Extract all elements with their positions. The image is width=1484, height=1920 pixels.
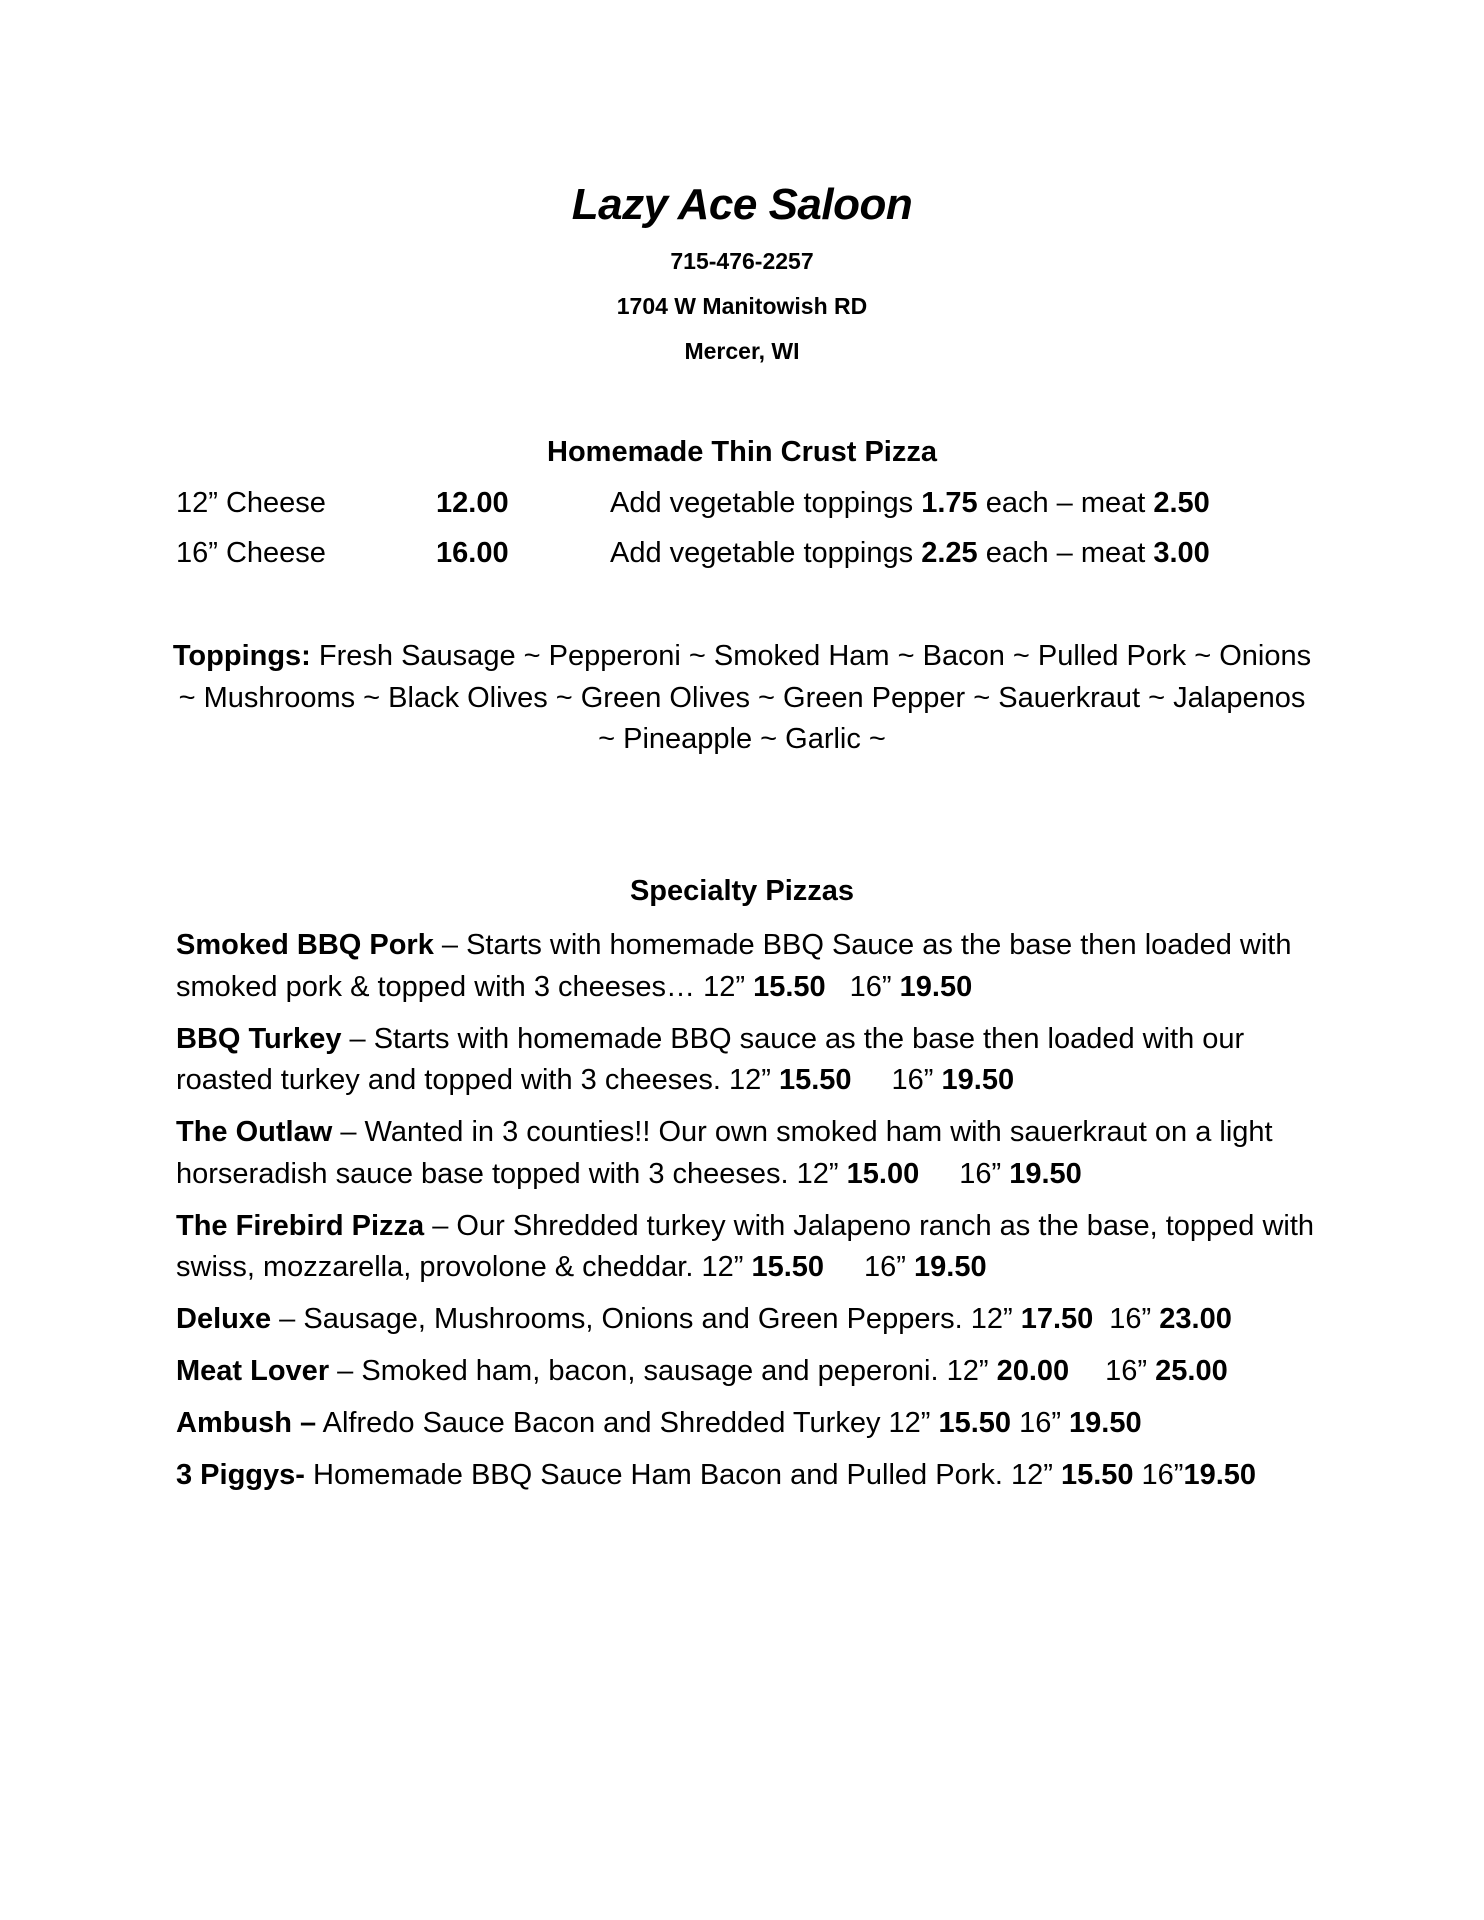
- size-16-label: 16”: [1019, 1407, 1070, 1439]
- pizza-name: Ambush –: [176, 1407, 317, 1439]
- pizza-description: Homemade BBQ Sauce Ham Bacon and Pulled Pork. 12”: [304, 1459, 1061, 1491]
- base-price: 16.00: [436, 537, 509, 569]
- specialty-heading: Specialty Pizzas: [629, 875, 855, 907]
- topping-prices: [610, 533, 1210, 573]
- price-12: 15.00: [846, 1157, 920, 1190]
- pizza-name: Smoked BBQ Pork: [176, 929, 434, 961]
- thin-crust-heading: Homemade Thin Crust Pizza: [547, 436, 937, 468]
- meat-label: each – meat: [977, 487, 1154, 519]
- size-16-label: 16”: [864, 1251, 915, 1283]
- specialty-item: [176, 1455, 1326, 1497]
- price-row-12: [176, 483, 1316, 523]
- pizza-description: – Wanted in 3 counties!! Our own smoked ham with sauerkraut on a light horseradish sauce base topped with 3 cheeses. 12”: [176, 1116, 1273, 1190]
- veg-price: 1.75: [921, 487, 978, 519]
- pizza-name: BBQ Turkey: [176, 1022, 342, 1055]
- meat-price: 3.00: [1153, 537, 1210, 569]
- price-16: 23.00: [1159, 1303, 1232, 1335]
- specialty-item: [176, 1403, 1326, 1445]
- price-16: 19.50: [1183, 1459, 1257, 1491]
- price-16: 19.50: [941, 1064, 1015, 1096]
- specialty-item: [176, 1351, 1326, 1393]
- price-12: 15.50: [751, 1251, 825, 1283]
- specialty-item: [176, 925, 1326, 1008]
- size-16-label: 16”: [1141, 1459, 1184, 1491]
- phone-number: 715-476-2257: [670, 248, 814, 274]
- price-12: 15.50: [753, 970, 826, 1003]
- price-16: 25.00: [1155, 1355, 1228, 1387]
- restaurant-title: Lazy Ace Saloon: [571, 180, 913, 229]
- street-address: 1704 W Manitowish RD: [616, 293, 868, 319]
- specialty-item: [176, 1019, 1326, 1102]
- veg-label: Add vegetable toppings: [610, 537, 922, 569]
- price-16: 19.50: [1009, 1157, 1082, 1190]
- veg-label: Add vegetable toppings: [610, 487, 922, 519]
- price-16: 19.50: [899, 970, 973, 1003]
- meat-label: each – meat: [977, 537, 1154, 569]
- price-row-16: [176, 533, 1316, 573]
- topping-prices: [610, 483, 1210, 523]
- specialty-item: [176, 1299, 1326, 1341]
- price-16: 19.50: [914, 1251, 987, 1283]
- price-16: 19.50: [1069, 1407, 1142, 1439]
- base-price: 12.00: [436, 487, 509, 519]
- veg-price: 2.25: [921, 537, 978, 569]
- specialty-item: [176, 1206, 1326, 1289]
- pizza-description: – Our Shredded turkey with Jalapeno ranch as the base, topped with swiss, mozzarella, provolone & cheddar. 12”: [176, 1209, 1315, 1283]
- size-16-label: 16”: [959, 1157, 1010, 1190]
- pizza-description: – Sausage, Mushrooms, Onions and Green Peppers. 12”: [271, 1303, 1021, 1335]
- pizza-name: The Firebird Pizza: [176, 1209, 425, 1242]
- specialty-item: [176, 1112, 1326, 1195]
- size-16-label: 16”: [1109, 1303, 1160, 1335]
- price-12: 17.50: [1020, 1303, 1094, 1335]
- meat-price: 2.50: [1153, 487, 1210, 519]
- price-12: 15.50: [1060, 1459, 1134, 1491]
- pizza-name: Deluxe: [176, 1303, 272, 1335]
- specialty-list: [176, 925, 1326, 1507]
- size-16-label: 16”: [1105, 1355, 1156, 1387]
- size-16-label: 16”: [891, 1064, 942, 1096]
- city-state: Mercer, WI: [684, 338, 800, 364]
- pizza-name: 3 Piggys-: [176, 1459, 305, 1491]
- size-label: 12” Cheese: [176, 487, 326, 519]
- price-12: 20.00: [996, 1355, 1070, 1387]
- pizza-name: Meat Lover: [176, 1355, 330, 1387]
- pizza-name: The Outlaw: [176, 1116, 333, 1148]
- size-16-label: 16”: [849, 970, 900, 1003]
- pizza-description: – Starts with homemade BBQ sauce as the base then loaded with our roasted turkey and topped with 3 cheeses. 12”: [176, 1022, 1245, 1096]
- price-12: 15.50: [778, 1064, 852, 1096]
- toppings-items: Fresh Sausage ~ Pepperoni ~ Smoked Ham ~ Bacon ~ Pulled Pork ~ Onions ~ Mushrooms ~ Black Olives ~ Green Olives ~ Green Pepper ~ Sauerkraut ~ Jalapenos ~ Pineapple ~ Garlic ~: [178, 640, 1312, 755]
- pizza-description: Alfredo Sauce Bacon and Shredded Turkey 12”: [316, 1407, 939, 1439]
- pizza-description: – Starts with homemade BBQ Sauce as the base then loaded with smoked pork & topped with 3 cheeses… 12”: [176, 929, 1292, 1003]
- size-label: 16” Cheese: [176, 537, 326, 569]
- price-12: 15.50: [938, 1407, 1012, 1439]
- pizza-description: – Smoked ham, bacon, sausage and peperoni. 12”: [329, 1355, 997, 1387]
- toppings-label: Toppings:: [172, 640, 311, 672]
- toppings-list: [170, 636, 1314, 761]
